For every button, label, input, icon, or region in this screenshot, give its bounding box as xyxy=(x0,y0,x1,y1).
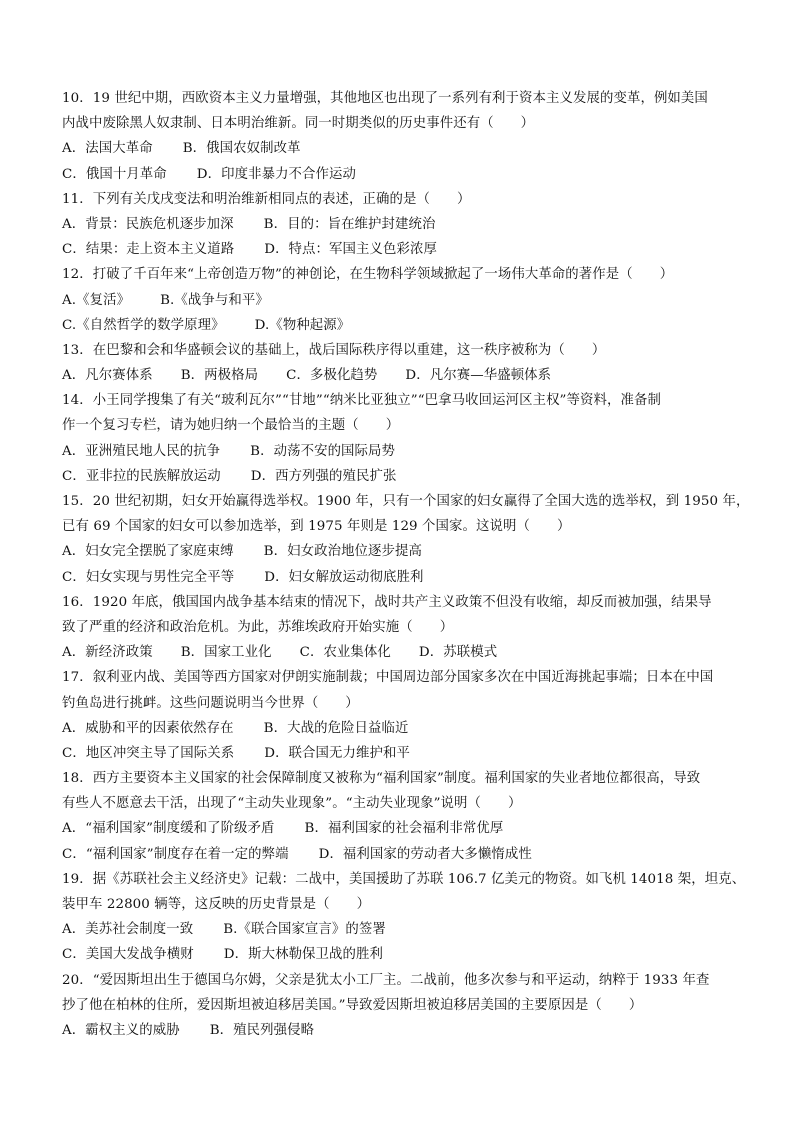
answer-option[interactable]: A.《复活》 xyxy=(62,292,131,308)
options-row xyxy=(62,212,742,237)
answer-option[interactable]: C．农业集体化 xyxy=(299,645,391,661)
question-block xyxy=(62,968,742,1044)
answer-option[interactable]: C.《自然哲学的数学原理》 xyxy=(62,317,225,333)
answer-option[interactable]: D．福利国家的劳动者大多懒惰成性 xyxy=(318,846,532,862)
question-block xyxy=(62,489,750,590)
question-block xyxy=(62,590,742,666)
question-stem-line: 作一个复习专栏，请为她归纳一个最恰当的主题（ ） xyxy=(62,418,400,434)
question-stem-line: 16．1920 年底，俄国国内战争基本结束的情况下，战时共产主义政策不但没有收缩，却反而被加强，结果导 xyxy=(62,594,712,610)
question-stem-line: 10．19 世纪中期，西欧资本主义力量增强，其他地区也出现了一系列有利于资本主义发展的变革，例如美国 xyxy=(62,91,708,106)
options-row xyxy=(62,288,742,313)
question-stem-line: 15．20 世纪初期，妇女开始赢得选举权。1900 年，只有一个国家的妇女赢得了全国大选的选举权，到 1950 年， xyxy=(62,494,750,509)
answer-option[interactable]: C．结果：走上资本主义道路 xyxy=(62,242,235,258)
options-row xyxy=(62,439,742,464)
question-block xyxy=(62,867,746,968)
question-block xyxy=(62,766,742,867)
options-row xyxy=(62,136,742,161)
answer-option[interactable]: B．妇女政治地位逐步提高 xyxy=(263,544,423,560)
question-block xyxy=(62,665,742,766)
question-block xyxy=(62,86,742,187)
answer-option[interactable]: A．“福利国家”制度缓和了阶级矛盾 xyxy=(62,821,275,837)
options-row xyxy=(62,741,742,766)
options-row xyxy=(62,716,742,741)
options-row xyxy=(62,842,742,867)
answer-option[interactable]: A．法国大革命 xyxy=(62,141,153,157)
question-stem-line: 20．“爱因斯坦出生于德国乌尔姆，父亲是犹太小工厂主。二战前，他多次参与和平运动，纳粹于 1933 年查 xyxy=(62,972,710,988)
options-row xyxy=(62,942,742,967)
answer-option[interactable]: A．背景：民族危机逐步加深 xyxy=(62,216,234,232)
options-row xyxy=(62,1018,742,1043)
answer-option[interactable]: A．凡尔赛体系 xyxy=(62,368,153,384)
answer-option[interactable]: A．威胁和平的因素依然存在 xyxy=(62,720,234,736)
answer-option[interactable]: D．斯大林勒保卫战的胜利 xyxy=(223,947,383,963)
answer-option[interactable]: B．目的：旨在维护封建统治 xyxy=(263,216,436,232)
question-block xyxy=(62,338,742,388)
answer-option[interactable]: B.《战争与和平》 xyxy=(160,292,269,308)
answer-option[interactable]: B．动荡不安的国际局势 xyxy=(250,443,396,459)
options-row xyxy=(62,363,742,388)
question-block xyxy=(62,187,742,263)
options-row xyxy=(62,162,742,187)
answer-option[interactable]: C．美国大发战争横财 xyxy=(62,947,194,963)
answer-option[interactable]: D．妇女解放运动彻底胜利 xyxy=(264,569,424,585)
answer-option[interactable]: C．“福利国家”制度存在着一定的弊端 xyxy=(62,846,289,862)
answer-option[interactable]: D．凡尔赛—华盛顿体系 xyxy=(405,368,552,384)
answer-option[interactable]: D.《物种起源》 xyxy=(254,317,351,333)
question-stem-line: 钓鱼岛进行挑衅。这些问题说明当今世界（ ） xyxy=(62,695,359,711)
question-stem-line: 致了严重的经济和政治危机。为此，苏维埃政府开始实施（ ） xyxy=(62,619,454,635)
answer-option[interactable]: C．地区冲突主导了国际关系 xyxy=(62,745,235,761)
options-row xyxy=(62,464,742,489)
question-stem-line: 17．叙利亚内战、美国等西方国家对伊朗实施制裁；中国周边部分国家多次在中国近海挑起事端；日本在中国 xyxy=(62,670,714,686)
question-stem-line: 已有 69 个国家的妇女可以参加选举，到 1975 年则是 129 个国家。这说明（ ） xyxy=(62,519,571,535)
answer-option[interactable]: B．大战的危险日益临近 xyxy=(263,720,409,736)
answer-option[interactable]: D．印度非暴力不合作运动 xyxy=(196,166,357,182)
question-stem-line: 13．在巴黎和会和华盛顿会议的基础上，战后国际秩序得以重建，这一秩序被称为（ ） xyxy=(62,342,606,358)
answer-option[interactable]: B．两极格局 xyxy=(180,368,259,384)
options-row xyxy=(62,237,742,262)
answer-option[interactable]: A．霸权主义的威胁 xyxy=(62,1022,180,1038)
answer-option[interactable]: B.《联合国家宣言》的签署 xyxy=(223,922,386,938)
answer-option[interactable]: A．新经济政策 xyxy=(62,645,153,661)
question-stem-line: 12．打破了千百年来“上帝创造万物”的神创论，在生物科学领域掀起了一场伟大革命的著作是（ ） xyxy=(62,267,674,283)
answer-option[interactable]: A．妇女完全摆脱了家庭束缚 xyxy=(62,544,234,560)
answer-option[interactable]: C．妇女实现与男性完全平等 xyxy=(62,569,235,585)
options-row xyxy=(62,917,742,942)
question-block xyxy=(62,388,742,489)
question-block xyxy=(62,262,742,338)
options-row xyxy=(62,313,742,338)
question-stem-line: 内战中废除黑人奴隶制、日本明治维新。同一时期类似的历史事件还有（ ） xyxy=(62,116,535,132)
options-row xyxy=(62,640,742,665)
question-stem-line: 装甲车 22800 辆等，这反映的历史背景是（ ） xyxy=(62,897,371,912)
question-stem-line: 14．小王同学搜集了有关“玻利瓦尔”“甘地”“纳米比亚独立”“巴拿马收回运河区主权”等资料，准备制 xyxy=(62,393,661,409)
answer-option[interactable]: A．亚洲殖民地人民的抗争 xyxy=(62,443,221,459)
options-row xyxy=(62,565,742,590)
question-stem-line: 19．据《苏联社会主义经济史》记载：二战中，美国援助了苏联 106.7 亿美元的物资。如飞机 14018 架，坦克、 xyxy=(62,871,746,887)
answer-option[interactable]: A．美苏社会制度一致 xyxy=(62,922,194,938)
answer-option[interactable]: D．特点：军国主义色彩浓厚 xyxy=(264,242,437,258)
answer-option[interactable]: D．联合国无力维护和平 xyxy=(264,745,410,761)
answer-option[interactable]: B．俄国农奴制改革 xyxy=(182,141,301,157)
question-stem-line: 18．西方主要资本主义国家的社会保障制度又被称为“福利国家”制度。福利国家的失业者地位都很高，导致 xyxy=(62,771,701,787)
question-stem-line: 抄了他在柏林的住所，爱因斯坦被迫移居美国。”导致爱因斯坦被迫移居美国的主要原因是（ ） xyxy=(62,997,643,1013)
question-stem-line: 11．下列有关戊戌变法和明治维新相同点的表述，正确的是（ ） xyxy=(62,191,471,207)
answer-option[interactable]: C．亚非拉的民族解放运动 xyxy=(62,468,221,484)
answer-option[interactable]: C．俄国十月革命 xyxy=(62,166,167,182)
options-row xyxy=(62,816,742,841)
exam-page xyxy=(62,86,750,1043)
answer-option[interactable]: B．国家工业化 xyxy=(180,645,272,661)
answer-option[interactable]: B．殖民列强侵略 xyxy=(209,1022,315,1038)
question-stem-line: 有些人不愿意去干活，出现了“主动失业现象”。“主动失业现象”说明（ ） xyxy=(62,796,522,812)
answer-option[interactable]: C．多极化趋势 xyxy=(286,368,378,384)
answer-option[interactable]: D．西方列强的殖民扩张 xyxy=(250,468,397,484)
answer-option[interactable]: B．福利国家的社会福利非常优厚 xyxy=(304,821,504,837)
options-row xyxy=(62,539,742,564)
answer-option[interactable]: D．苏联模式 xyxy=(418,645,498,661)
